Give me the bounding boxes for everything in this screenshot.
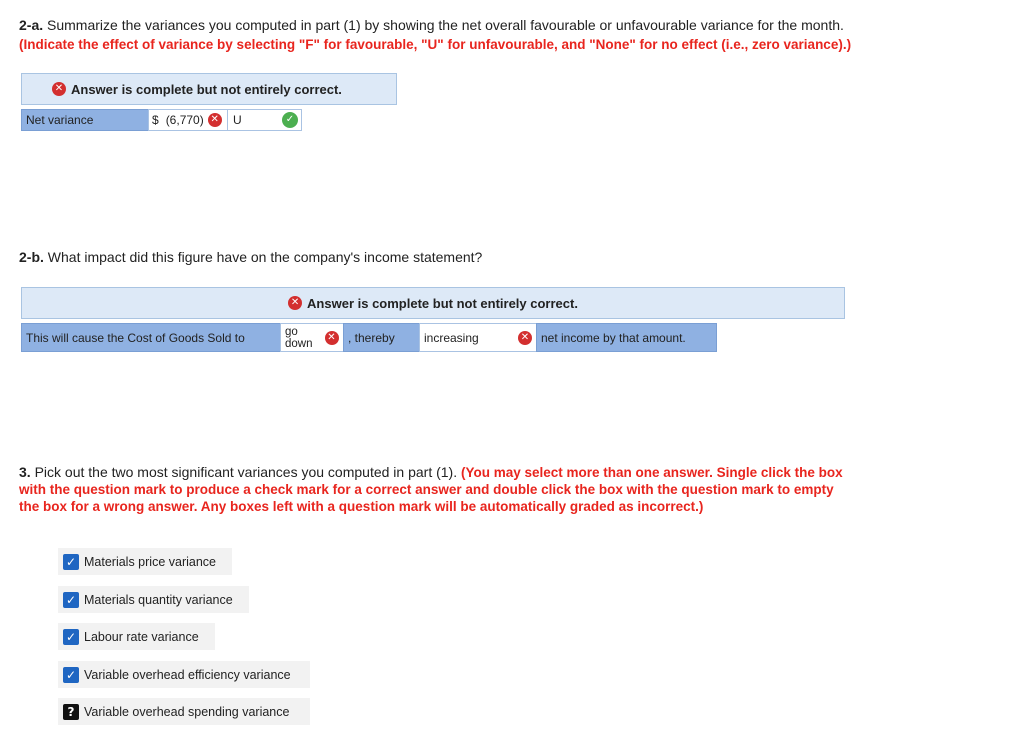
net-variance-label (21, 109, 149, 131)
effect-value: U (233, 113, 242, 127)
middle-text: , thereby (348, 330, 395, 345)
option-materials-price-variance[interactable] (58, 548, 232, 575)
effect-select[interactable] (227, 109, 302, 131)
sentence-end-text: net income by that amount. (541, 330, 686, 345)
question-2a-instruction: (Indicate the effect of variance by selecting "F" for favourable, "U" for unfavourable, and "None" for no effect (i.e., zero variance).) (19, 37, 852, 52)
question-2a (19, 17, 1009, 34)
question-3-text: Pick out the two most significant variances you computed in part (1). (34, 464, 458, 480)
direction-value-line2: down (285, 337, 313, 350)
middle-text-cell (343, 323, 420, 352)
x-circle-icon: ✕ (52, 82, 66, 96)
x-circle-icon: ✕ (518, 331, 532, 345)
checkbox-checked-icon[interactable]: ✓ (63, 592, 79, 608)
sentence-start-cell (21, 323, 281, 352)
net-variance-label-text: Net variance (26, 113, 94, 127)
direction-select[interactable] (280, 323, 344, 352)
question-2b-number: 2-b. (19, 249, 44, 265)
option-materials-quantity-variance[interactable] (58, 586, 249, 613)
question-2a-text: Summarize the variances you computed in part (1) by showing the net overall favourable or unfavourable variance for the month. (47, 17, 844, 33)
option-labour-rate-variance[interactable] (58, 623, 215, 650)
check-circle-icon: ✓ (282, 112, 298, 128)
option-variable-overhead-efficiency-variance[interactable] (58, 661, 310, 688)
feedback-text: Answer is complete but not entirely correct. (71, 81, 342, 97)
checkbox-checked-icon[interactable]: ✓ (63, 667, 79, 683)
direction-value-line1: go (285, 325, 298, 338)
option-variable-overhead-spending-variance[interactable] (58, 698, 310, 725)
question-3-instruction-1: (You may select more than one answer. Single click the box (461, 465, 843, 480)
question-2b-text: What impact did this figure have on the company's income statement? (47, 249, 483, 265)
option-label: Labour rate variance (84, 629, 199, 644)
option-label: Variable overhead efficiency variance (84, 667, 291, 682)
x-circle-icon: ✕ (208, 113, 222, 127)
question-2b (19, 249, 1009, 266)
option-label: Materials price variance (84, 554, 216, 569)
sentence-end-cell (536, 323, 717, 352)
question-3-instruction-3: the box for a wrong answer. Any boxes left with a question mark will be automatically graded as incorrect.) (19, 499, 704, 514)
question-3-instruction-2: with the question mark to produce a check mark for a correct answer and double click the box with the question mark to empty (19, 482, 834, 497)
question-2a-number: 2-a. (19, 17, 44, 33)
direction-value (285, 326, 313, 350)
option-label: Materials quantity variance (84, 592, 233, 607)
checkbox-checked-icon[interactable]: ✓ (63, 629, 79, 645)
income-effect-select[interactable] (419, 323, 537, 352)
feedback-text: Answer is complete but not entirely correct. (307, 295, 578, 311)
checkbox-checked-icon[interactable]: ✓ (63, 554, 79, 570)
checkbox-question-icon[interactable]: ? (63, 704, 79, 720)
income-effect-value: increasing (424, 330, 479, 345)
question-3-number: 3. (19, 464, 31, 480)
sentence-start-text: This will cause the Cost of Goods Sold to (26, 330, 245, 345)
net-variance-amount-input[interactable] (148, 109, 228, 131)
question-3 (19, 464, 1009, 481)
currency-symbol: $ (152, 113, 159, 127)
net-variance-amount: (6,770) (165, 113, 204, 127)
option-label: Variable overhead spending variance (84, 704, 290, 719)
x-circle-icon: ✕ (325, 331, 339, 345)
answer-feedback-banner-2a (21, 73, 397, 105)
x-circle-icon: ✕ (288, 296, 302, 310)
answer-feedback-banner-2b (21, 287, 845, 319)
